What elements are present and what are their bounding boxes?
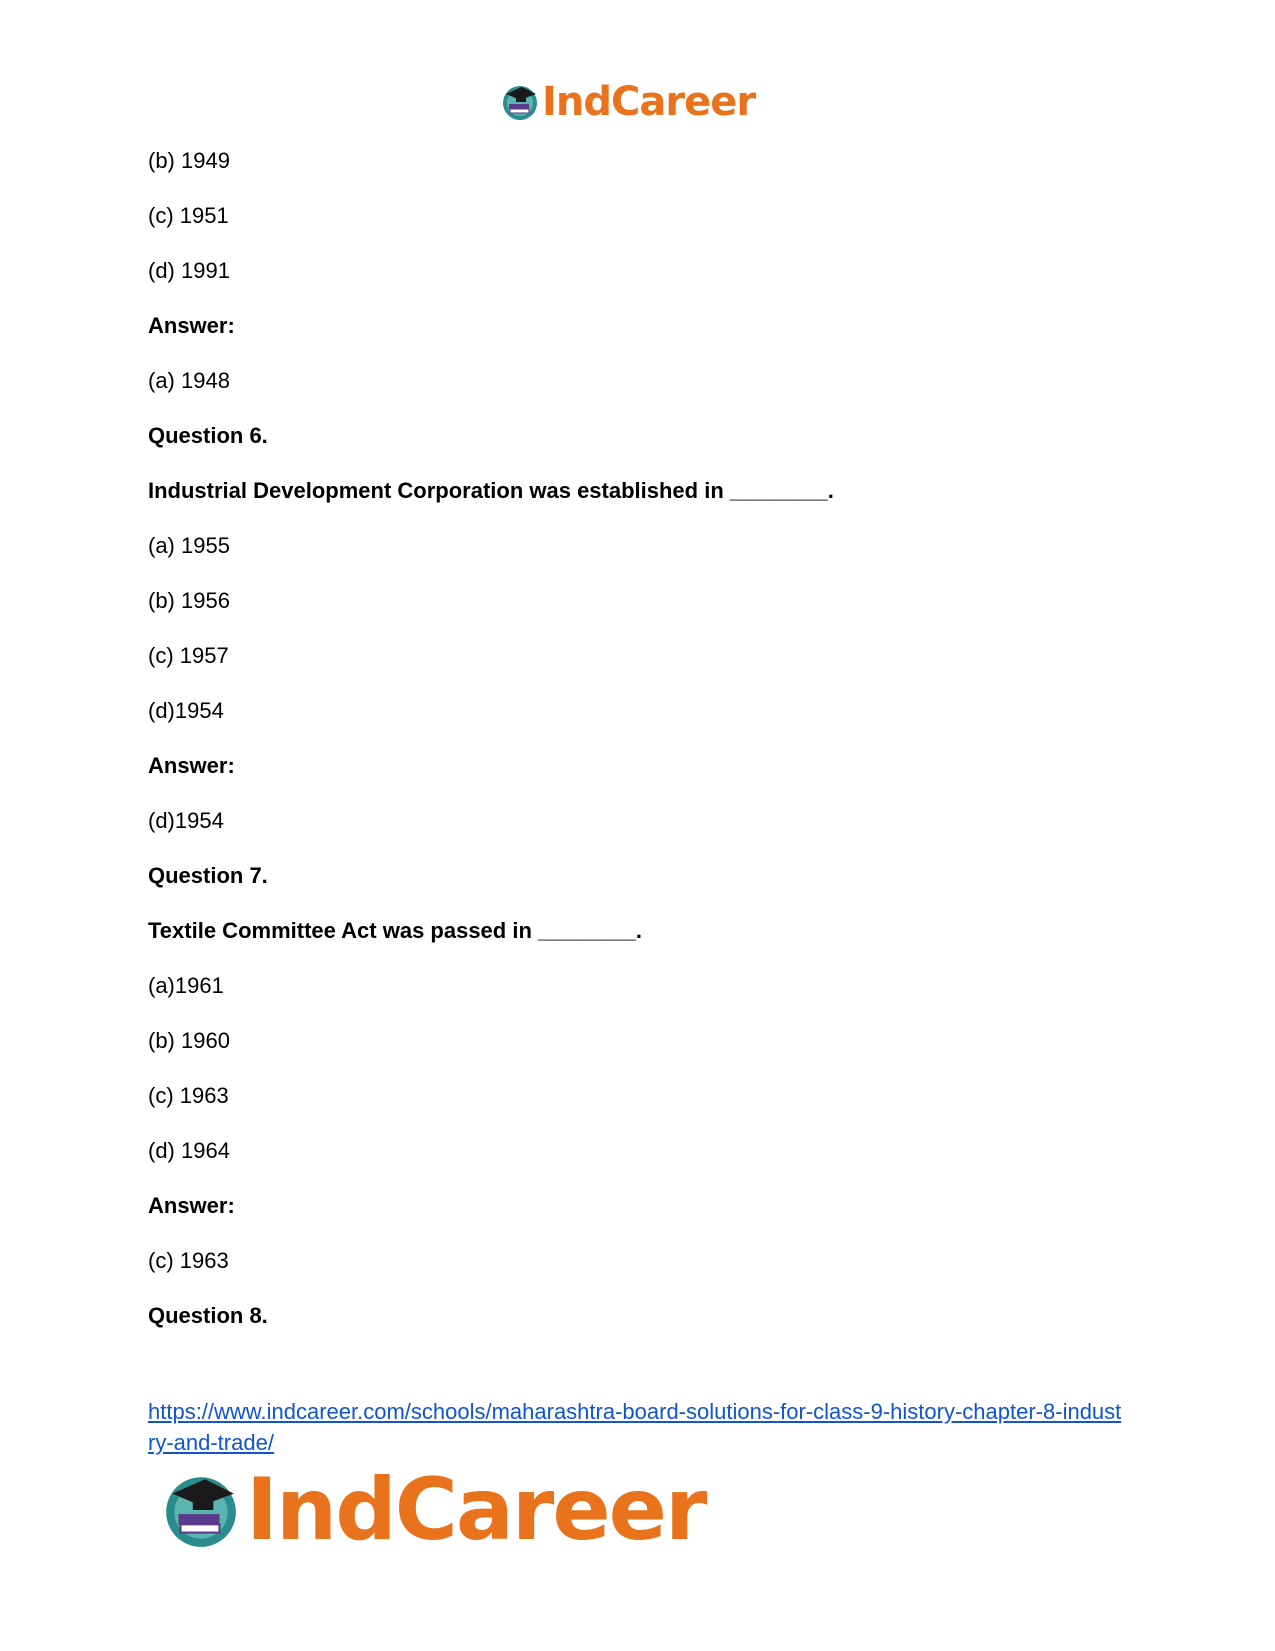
question-text: Industrial Development Corporation was established in ________. [148,478,834,503]
option-text: (d)1954 [148,698,224,723]
header-logo-text: IndCareer [542,79,756,125]
option-text: (a) 1955 [148,533,230,558]
option-text: (b) 1960 [148,1028,230,1053]
answer-label: Answer: [148,1193,235,1218]
header-logo [500,80,755,124]
option-text: (a) 1948 [148,368,230,393]
document-body [148,146,1148,1356]
footer-logo-text: IndCareer [246,1460,706,1560]
option-text: (a)1961 [148,973,224,998]
option-text: (b) 1949 [148,148,230,173]
option-text: (d)1954 [148,808,224,833]
question-text: Textile Committee Act was passed in ________. [148,918,643,943]
option-text: (d) 1964 [148,1138,230,1163]
footer-logo [160,1460,706,1560]
answer-label: Answer: [148,753,235,778]
option-text: (b) 1956 [148,588,230,613]
option-text: (d) 1991 [148,258,230,283]
option-text: (c) 1963 [148,1248,229,1273]
question-number: Question 7. [148,863,268,888]
option-text: (c) 1963 [148,1083,229,1108]
logo-globe-icon [160,1469,242,1551]
logo-globe-icon [500,82,540,122]
option-text: (c) 1957 [148,643,229,668]
option-text: (c) 1951 [148,203,229,228]
answer-label: Answer: [148,313,235,338]
question-number: Question 8. [148,1303,268,1328]
source-url-link[interactable]: https://www.indcareer.com/schools/maharashtra-board-solutions-for-class-9-history-chapter-8-industry-and-trade/ [148,1399,1122,1455]
question-number: Question 6. [148,423,268,448]
